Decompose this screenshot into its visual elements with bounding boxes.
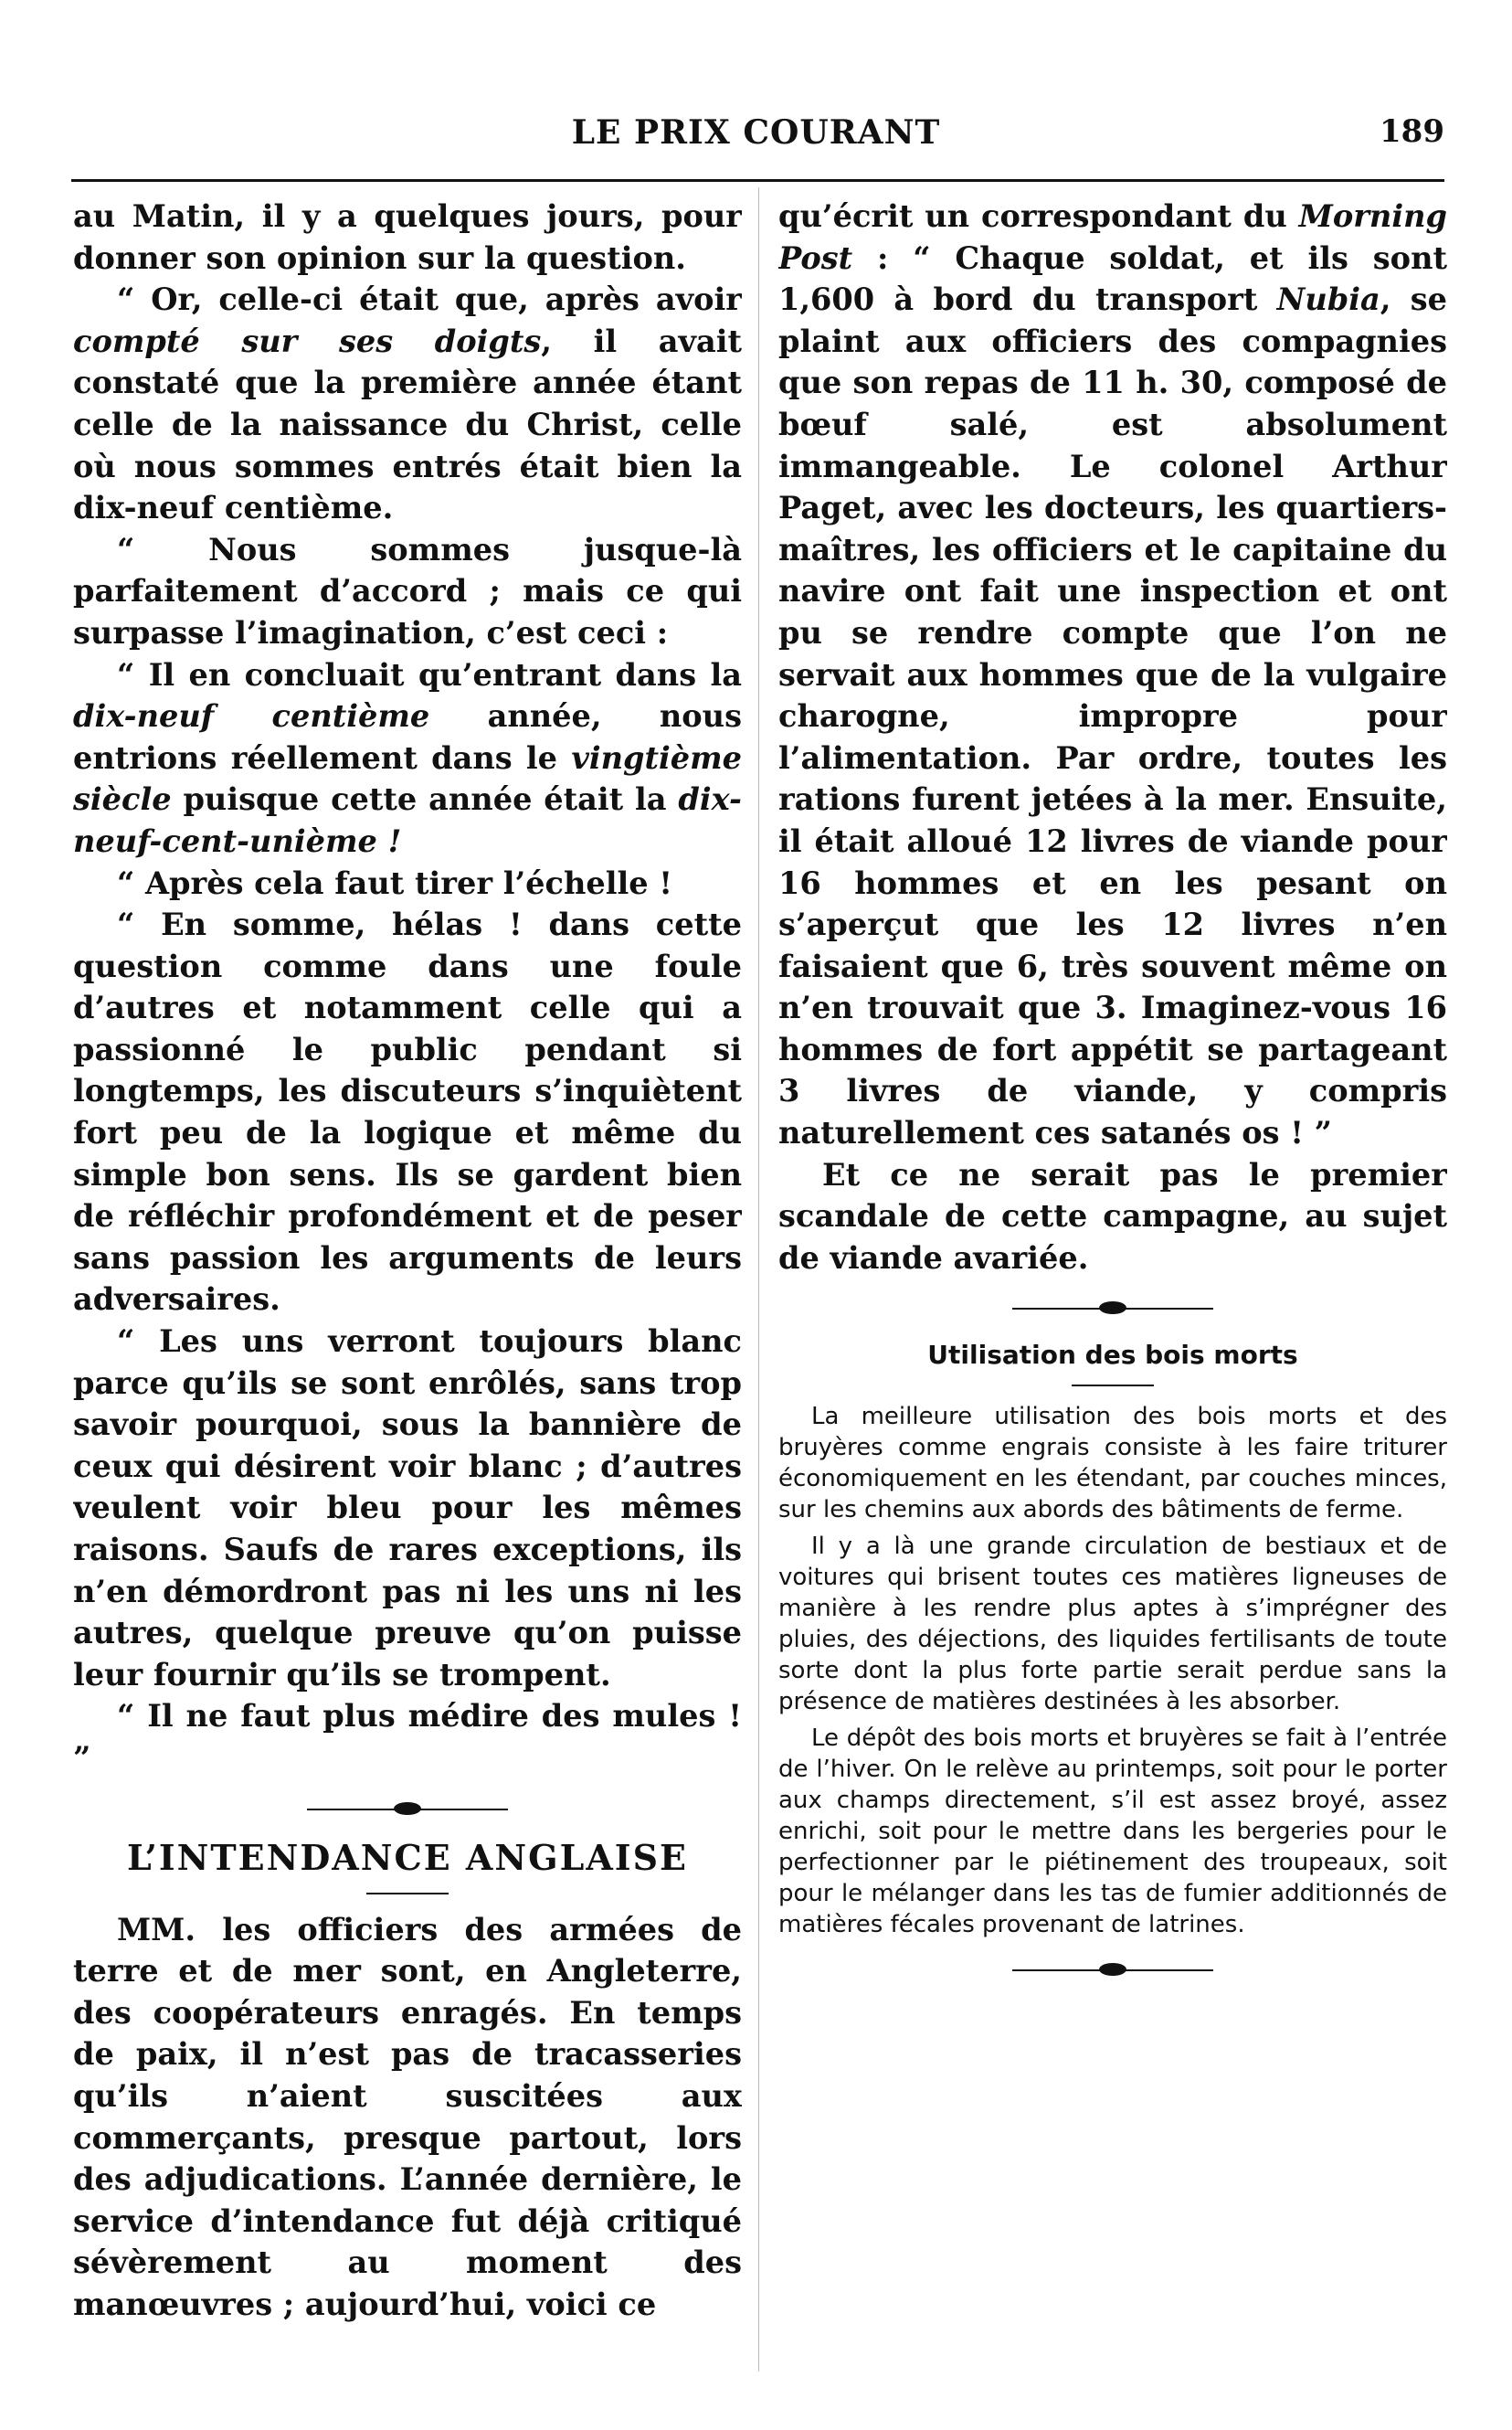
italic-text: Morning Post — [778, 197, 1447, 276]
paragraph: “ En somme, hélas ! dans cette question comme dans une foule d’autres et notamment celle qui a passionné le public pendant si longtemps, les discuteurs s’inquiètent fort peu de la logique et même du simple bon sens. Ils se gardent bien de réfléchir profondément et de peser sans passion les arguments de leurs adversaires. — [73, 906, 742, 1318]
page-number: 189 — [1380, 113, 1444, 150]
paragraph: au Matin, il y a quelques jours, pour donner son opinion sur la question. — [73, 197, 742, 276]
italic-text: compté sur ses doigts — [73, 322, 542, 359]
paragraph — [73, 279, 742, 529]
paragraph — [778, 196, 1447, 1154]
paragraph: Et ce ne serait pas le premier scandale de cette campagne, au sujet de viande avariée. — [778, 1155, 1447, 1276]
section-title: Utilisation des bois morts — [927, 1340, 1298, 1371]
ornament-divider — [1012, 1295, 1213, 1322]
paragraph: Il y a là une grande circulation de bestiaux et de voitures qui brisent toutes ces matières ligneuses de manière à les rendre plus aptes à s’imprégner des pluies, des déjections, des liquides fertilisants de toute sorte dont la plus forte partie serait perdue sans la présence de matières destinées à les absorber. — [778, 1533, 1447, 1716]
text-run: : “ Chaque soldat, et ils sont 1,600 à bord du transport — [778, 239, 1447, 318]
paragraph: Le dépôt des bois morts et bruyères se fait à l’entrée de l’hiver. On le relève au printemps, soit pour le porter aux champs directement, s’il est assez broyé, assez enrichi, soit pour le mettre dans les bergeries pour le perfectionner par le piétinement des troupeaux, soit pour le mélanger dans les tas de fumier additionnés de matières fécales provenant de latrines. — [778, 1724, 1447, 1939]
paragraph: “ Après cela faut tirer l’échelle ! — [117, 864, 673, 901]
paragraph: La meilleure utilisation des bois morts et des bruyères comme engrais consiste à les faire triturer économiquement en les étendant, par couches minces, sur les chemins aux abords des bâtiments de ferme. — [778, 1403, 1447, 1524]
page-header — [68, 113, 1444, 168]
title-underline — [366, 1893, 449, 1894]
title-underline — [1072, 1385, 1154, 1386]
paragraph — [73, 654, 742, 863]
ornament-diamond — [1099, 1963, 1126, 1976]
italic-text: vingtième siècle — [73, 738, 742, 818]
publication-title: LE PRIX COURANT — [571, 113, 941, 152]
ornament-diamond — [394, 1802, 421, 1815]
text-run: puisque cette année était la — [171, 780, 679, 818]
small-print-article — [778, 1401, 1447, 1940]
text-run: , se plaint aux officiers des compagnies que son repas de 11 h. 30, composé de bœuf salé, est absolument immangeable. Le colonel Arthur Paget, avec les docteurs, les quartiers-maîtres, les officiers et le capitaine du navire ont fait une inspection et ont pu se rendre compte que l’on ne servait aux hommes que de la vulgaire charogne, impropre pour l’alimentation. Par ordre, toutes les rations furent jetées à la mer. Ensuite, il était alloué 12 livres de viande pour 16 hommes et en les pesant on s’aperçut que les 12 livres n’en faisaient que 6, très souvent même on n’en trouvait que 3. Imaginez-vous 16 hommes de fort appétit se partageant 3 livres de viande, y compris naturellement ces satanés os ! ” — [778, 281, 1447, 1151]
left-column — [73, 196, 742, 2389]
paragraph: “ Il ne faut plus médire des mules ! ” — [73, 1697, 742, 1776]
text-run: , il avait constaté que la première année étant celle de la naissance du Christ, celle où nous sommes entrés était bien la dix-neuf centième. — [73, 322, 742, 526]
text-run: “ Il en concluait qu’entrant dans la — [117, 655, 742, 693]
text-run: année, nous entrions réellement dans le — [73, 697, 742, 776]
right-column — [778, 196, 1447, 2389]
paragraph: “ Nous sommes jusque-là parfaitement d’accord ; mais ce qui surpasse l’imagination, c’est ceci : — [73, 530, 742, 651]
ornament-divider — [307, 1796, 508, 1823]
header-rule — [71, 179, 1444, 182]
column-divider — [758, 187, 759, 2372]
italic-text: Nubia — [1276, 281, 1380, 318]
section-title: L’INTENDANCE ANGLAISE — [127, 1836, 688, 1878]
paragraph: MM. les officiers des armées de terre et de mer sont, en Angleterre, des coopérateurs enragés. En temps de paix, il n’est pas de tracasseries qu’ils n’aient suscitées aux commerçants, presque partout, lors des adjudications. L’année dernière, le service d’intendance fut déjà critiqué sévèrement au moment des manœuvres ; aujourd’hui, voici ce — [73, 1910, 742, 2322]
italic-text: dix-neuf centième — [73, 697, 430, 735]
text-run: “ Or, celle-ci était que, après avoir — [117, 281, 742, 318]
ornament-divider — [1012, 1957, 1213, 1984]
text-run: qu’écrit un correspondant du — [778, 197, 1299, 234]
paragraph: “ Les uns verront toujours blanc parce qu’ils se sont enrôlés, sans trop savoir pourquoi, sous la bannière de ceux qui désirent voir blanc ; d’autres veulent voir bleu pour les mêmes raisons. Saufs de rares exceptions, ils n’en démordront pas ni les uns ni les autres, quelque preuve qu’on puisse leur fournir qu’ils se trompent. — [73, 1322, 742, 1693]
italic-text: dix-neuf-cent-unième ! — [73, 780, 742, 859]
ornament-diamond — [1099, 1301, 1126, 1314]
